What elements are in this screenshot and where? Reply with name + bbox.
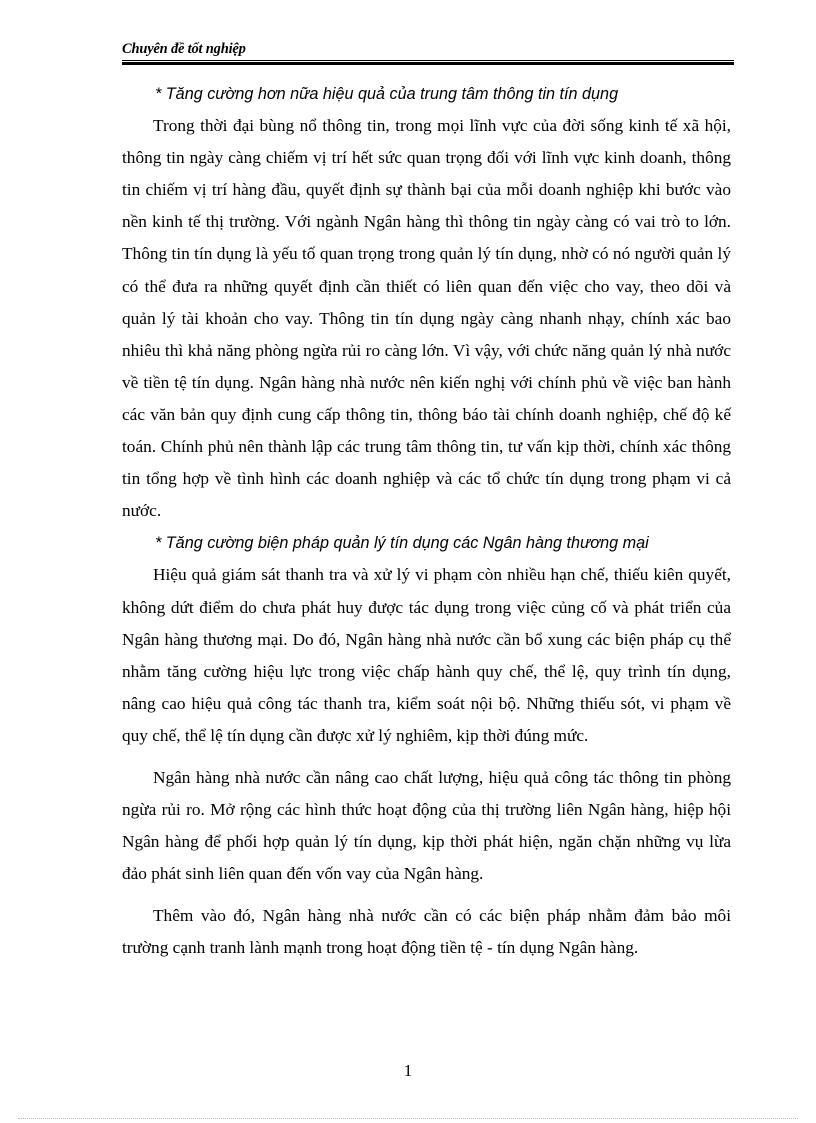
header-rule-thick bbox=[122, 62, 734, 65]
paragraph-credit-info: Trong thời đại bùng nổ thông tin, trong mọi lĩnh vực của đời sống kinh tế xã hội, thông tin ngày càng chiếm vị trí hết sức quan trọng đối với lĩnh vực kinh doanh, thông tin chiếm vị trí hàng đầu, quyết định sự thành bại của mỗi doanh nghiệp khi bước vào nền kinh tế thị trường. Với ngành Ngân hàng thì thông tin ngày càng có vai trò to lớn. Thông tin tín dụng là yếu tố quan trọng trong quản lý tín dụng, nhờ có nó người quản lý có thể đưa ra những quyết định cần thiết có liên quan đến việc cho vay, theo dõi và quản lý tài khoản cho vay. Thông tin tín dụng ngày càng nhanh nhạy, chính xác bao nhiêu thì khả năng phòng ngừa rủi ro càng lớn. Vì vậy, với chức năng quản lý nhà nước về tiền tệ tín dụng. Ngân hàng nhà nước nên kiến nghị với chính phủ về việc ban hành các văn bản quy định cung cấp thông tin, thông báo tài chính doanh nghiệp, chế độ kế toán. Chính phủ nên thành lập các trung tâm thông tin, tư vấn kịp thời, chính xác thông tin tổng hợp về tình hình các doanh nghiệp và các tổ chức tín dụng trong phạm vi cả nước. bbox=[122, 116, 731, 521]
page-header bbox=[122, 40, 734, 65]
header-rule-thin bbox=[122, 60, 734, 61]
paragraph-supervision: Hiệu quả giám sát thanh tra và xử lý vi phạm còn nhiều hạn chế, thiếu kiên quyết, không dứt điểm do chưa phát huy được tác dụng trong việc củng cố và phát triển của Ngân hàng thương mại. Do đó, Ngân hàng nhà nước cần bổ xung các biện pháp cụ thể nhằm tăng cường hiệu lực trong việc chấp hành quy chế, thể lệ, quy trình tín dụng, nâng cao hiệu quả công tác thanh tra, kiểm soát nội bộ. Những thiếu sót, vi phạm về quy chế, thể lệ tín dụng cần được xử lý nghiêm, kịp thời đúng mức. bbox=[122, 565, 731, 745]
section-heading-credit-info-center: * Tăng cường hơn nữa hiệu quả của trung tâm thông tin tín dụng bbox=[155, 85, 619, 103]
paragraph-competition: Thêm vào đó, Ngân hàng nhà nước cần có các biện pháp nhằm đảm bảo môi trường cạnh tranh lành mạnh trong hoạt động tiền tệ - tín dụng Ngân hàng. bbox=[122, 906, 731, 958]
page-number: 1 bbox=[403, 1061, 413, 1080]
page-body bbox=[122, 78, 731, 965]
header-title: Chuyên đề tốt nghiệp bbox=[122, 41, 246, 57]
paragraph-risk-prevention: Ngân hàng nhà nước cần nâng cao chất lượng, hiệu quả công tác thông tin phòng ngừa rủi ro. Mở rộng các hình thức hoạt động của thị trường liên Ngân hàng, hiệp hội Ngân hàng để phối hợp quản lý tín dụng, kịp thời phát hiện, ngăn chặn những vụ lừa đảo phát sinh liên quan đến vốn vay của Ngân hàng. bbox=[122, 767, 731, 884]
page-bottom-edge bbox=[18, 1118, 798, 1119]
section-heading-credit-management: * Tăng cường biện pháp quản lý tín dụng các Ngân hàng thương mại bbox=[155, 534, 649, 553]
